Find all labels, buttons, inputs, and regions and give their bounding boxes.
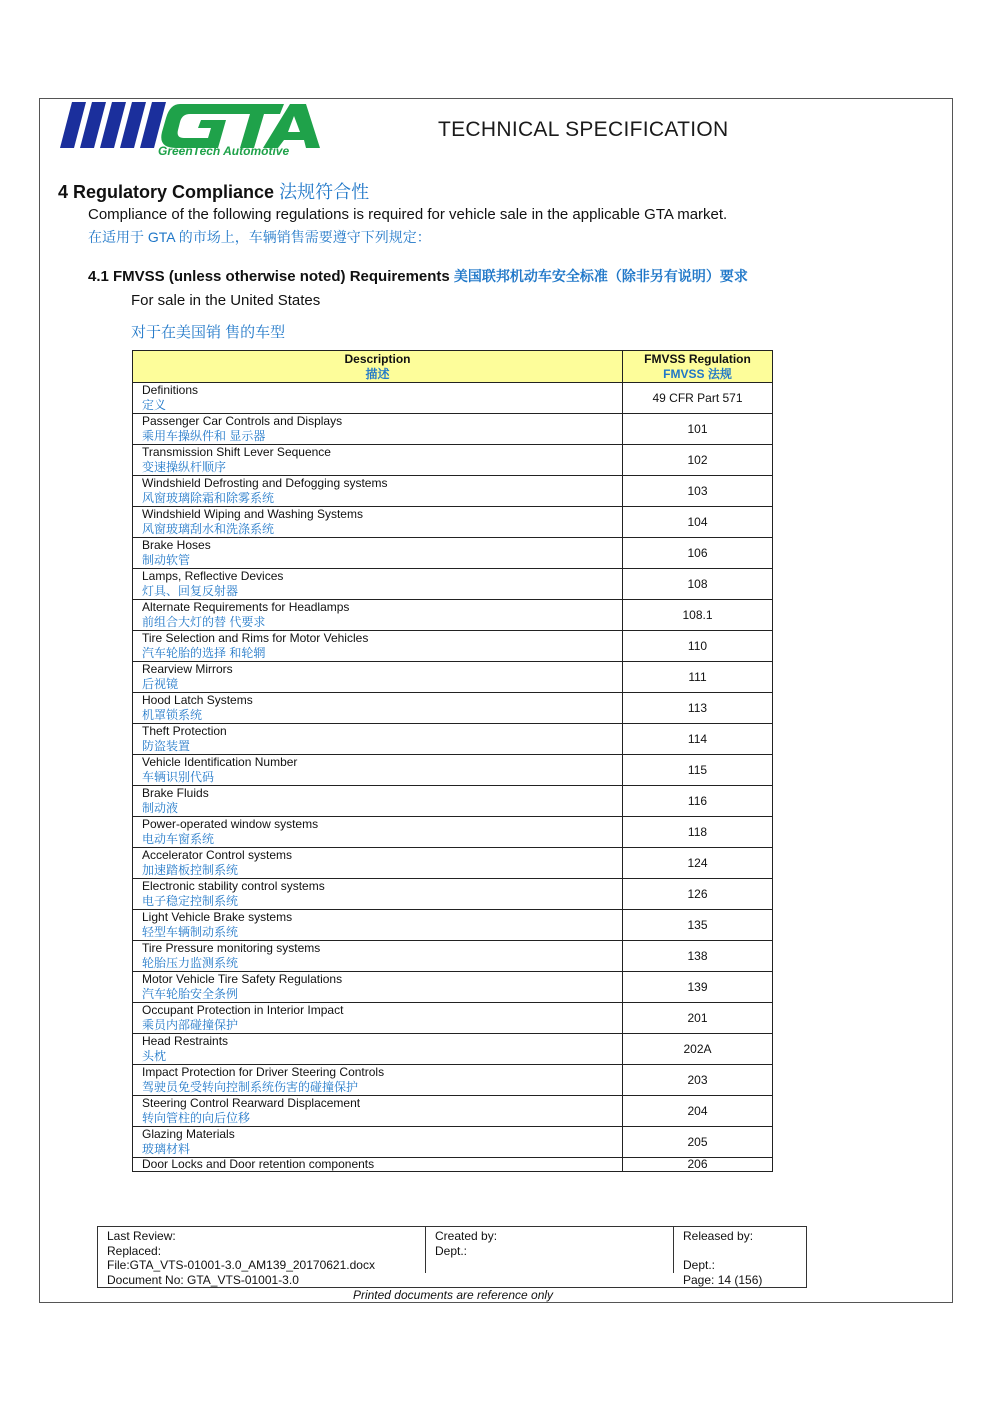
regulation-number: 49 CFR Part 571 [623,383,773,414]
description-cn: 风窗玻璃除霜和除雾系统 [142,491,275,505]
regulation-number: 106 [623,538,773,569]
regulation-number: 203 [623,1065,773,1096]
description-en: Vehicle Identification Number [142,755,298,769]
regulation-number: 108 [623,569,773,600]
regulation-number: 101 [623,414,773,445]
table-row [133,786,773,817]
description-cn: 转向管柱的向后位移 [142,1111,251,1125]
footer-created-by: Created by: [435,1229,498,1243]
regulation-number: 118 [623,817,773,848]
table-row [133,383,773,414]
description-en: Definitions [142,383,199,397]
regulation-number: 138 [623,941,773,972]
description-cell [133,879,623,910]
description-cn: 汽车轮胎的选择 和轮辋 [142,646,266,660]
section-title-en: 4 Regulatory Compliance [58,182,275,202]
description-cell [133,972,623,1003]
section-title-cn: 法规符合性 [279,182,370,202]
footer-created-block [435,1229,497,1258]
description-cn: 制动软管 [142,553,191,567]
description-cell [133,1127,623,1158]
market-note-cn: 对于在美国销 售的车型 [131,324,286,341]
description-en: Alternate Requirements for Headlamps [142,600,350,614]
regulation-number: 139 [623,972,773,1003]
description-cn: 风窗玻璃刮水和洗涤系统 [142,522,275,536]
description-en: Windshield Defrosting and Defogging systems [142,476,388,490]
table-row [133,910,773,941]
table-row [133,445,773,476]
footer-replaced: Replaced: [107,1243,162,1258]
column-header-regulation [623,351,773,383]
description-cell [133,445,623,476]
description-cn: 轻型车辆制动系统 [142,925,239,939]
table-row [133,1096,773,1127]
regulation-number: 114 [623,724,773,755]
footer-dept-released: Dept.: [683,1258,716,1272]
regulation-number: 202A [623,1034,773,1065]
description-cell [133,569,623,600]
regulation-number: 206 [623,1158,773,1172]
description-cell [133,631,623,662]
table-row [133,631,773,662]
table-row [133,755,773,786]
footer-divider [425,1227,426,1273]
table-row [133,1034,773,1065]
description-en: Motor Vehicle Tire Safety Regulations [142,972,343,986]
footer-last-review: Last Review: [107,1229,176,1243]
description-en: Accelerator Control systems [142,848,293,862]
table-row [133,848,773,879]
regulation-number: 113 [623,693,773,724]
description-en: Light Vehicle Brake systems [142,910,293,924]
description-cell [133,1034,623,1065]
description-cn: 头枕 [142,1049,167,1063]
footer-divider [673,1227,674,1273]
table-row [133,538,773,569]
regulation-number: 204 [623,1096,773,1127]
description-cell [133,662,623,693]
column-header-regulation-cn: FMVSS 法规 [663,366,732,381]
description-cn: 电动车窗系统 [142,832,215,846]
regulation-number: 108.1 [623,600,773,631]
table-row [133,724,773,755]
table-row [133,507,773,538]
description-en: Windshield Wiping and Washing Systems [142,507,363,521]
regulation-number: 102 [623,445,773,476]
description-cell [133,1096,623,1127]
regulation-number: 103 [623,476,773,507]
description-en: Head Restraints [142,1034,229,1048]
table-row [133,817,773,848]
description-en: Tire Pressure monitoring systems [142,941,321,955]
description-cell [133,941,623,972]
description-cn: 变速操纵杆顺序 [142,460,227,474]
description-cell [133,1065,623,1096]
description-cn: 防盗装置 [142,739,191,753]
table-row [133,476,773,507]
description-cell [133,600,623,631]
description-cell [133,538,623,569]
description-en: Lamps, Reflective Devices [142,569,284,583]
regulation-number: 111 [623,662,773,693]
footer-released-block [683,1229,762,1287]
description-cell [133,476,623,507]
description-cn: 加速踏板控制系统 [142,863,239,877]
description-en: Tire Selection and Rims for Motor Vehicles [142,631,369,645]
description-en: Steering Control Rearward Displacement [142,1096,361,1110]
description-cn: 轮胎压力监测系统 [142,956,239,970]
document-footer [97,1226,807,1288]
description-cn: 定义 [142,398,167,412]
footer-file: File:GTA_VTS-01001-3.0_AM139_20170621.docx [107,1258,375,1272]
logo-tagline: GreenTech Automotive [158,144,290,156]
fmvss-table [132,350,773,1172]
description-cell [133,507,623,538]
description-cell [133,910,623,941]
regulation-number: 205 [623,1127,773,1158]
description-cell [133,817,623,848]
section-intro-en: Compliance of the following regulations is required for vehicle sale in the applicable GTA market. [88,206,728,223]
description-cn: 玻璃材料 [142,1142,191,1156]
table-row [133,1127,773,1158]
regulation-number: 126 [623,879,773,910]
regulation-number: 124 [623,848,773,879]
footer-released-by: Released by: [683,1229,754,1243]
description-cell [133,724,623,755]
description-en: Brake Hoses [142,538,211,552]
footer-page-number: Page: 14 (156) [683,1272,763,1287]
description-en: Power-operated window systems [142,817,319,831]
regulation-number: 135 [623,910,773,941]
description-cn: 乘员内部碰撞保护 [142,1018,239,1032]
table-row [133,1065,773,1096]
description-cell [133,755,623,786]
description-cn: 灯具、回复反射器 [142,584,239,598]
description-cell [133,786,623,817]
regulation-number: 115 [623,755,773,786]
table-row [133,1158,773,1172]
market-note-en: For sale in the United States [131,292,321,309]
description-en: Hood Latch Systems [142,693,253,707]
subsection-title [88,266,748,286]
description-cn: 车辆识别代码 [142,770,215,784]
regulation-number: 116 [623,786,773,817]
regulation-number: 104 [623,507,773,538]
footer-doc-number: Document No: GTA_VTS-01001-3.0 [107,1272,299,1287]
description-en: Brake Fluids [142,786,209,800]
description-cn: 乘用车操纵件和 显示器 [142,429,266,443]
document-title: TECHNICAL SPECIFICATION [438,118,729,141]
description-en: Impact Protection for Driver Steering Controls [142,1065,385,1079]
section-title [58,178,369,204]
description-en: Transmission Shift Lever Sequence [142,445,331,459]
table-header-row [133,351,773,383]
description-cn: 后视镜 [142,677,179,691]
description-cn: 机罩锁系统 [142,708,203,722]
description-en: Occupant Protection in Interior Impact [142,1003,344,1017]
table-row [133,879,773,910]
description-cn: 汽车轮胎安全条例 [142,987,239,1001]
description-en: Theft Protection [142,724,227,738]
table-row [133,972,773,1003]
subsection-title-cn: 美国联邦机动车安全标准（除非另有说明）要求 [453,268,748,284]
regulation-number: 110 [623,631,773,662]
subsection-title-en: 4.1 FMVSS (unless otherwise noted) Requirements [88,268,450,285]
footer-dept-created: Dept.: [435,1243,468,1258]
column-header-description [133,351,623,383]
column-header-description-cn: 描述 [365,366,390,381]
description-cn: 驾驶员免受转向控制系统伤害的碰撞保护 [142,1080,359,1094]
description-cn: 前组合大灯的替 代要求 [142,615,266,629]
description-cell [133,1003,623,1034]
description-cn: 制动液 [142,801,179,815]
regulation-number: 201 [623,1003,773,1034]
description-cell [133,693,623,724]
section-intro-cn: 在适用于 GTA 的市场上，车辆销售需要遵守下列规定： [88,229,431,245]
description-cell [133,383,623,414]
description-en: Door Locks and Door retention components [142,1157,375,1171]
footer-review-block [107,1229,425,1287]
description-en: Passenger Car Controls and Displays [142,414,343,428]
table-row [133,1003,773,1034]
description-cell [133,848,623,879]
column-header-description-en: Description [344,351,411,366]
column-header-regulation-en: FMVSS Regulation [644,351,751,366]
description-en: Glazing Materials [142,1127,235,1141]
description-cell [133,414,623,445]
description-cell [133,1158,623,1172]
table-row [133,662,773,693]
description-cn: 电子稳定控制系统 [142,894,239,908]
description-en: Electronic stability control systems [142,879,325,893]
gta-logo [58,100,330,156]
table-row [133,600,773,631]
table-row [133,941,773,972]
table-row [133,693,773,724]
table-row [133,569,773,600]
description-en: Rearview Mirrors [142,662,233,676]
printed-note: Printed documents are reference only [352,1288,554,1302]
table-row [133,414,773,445]
